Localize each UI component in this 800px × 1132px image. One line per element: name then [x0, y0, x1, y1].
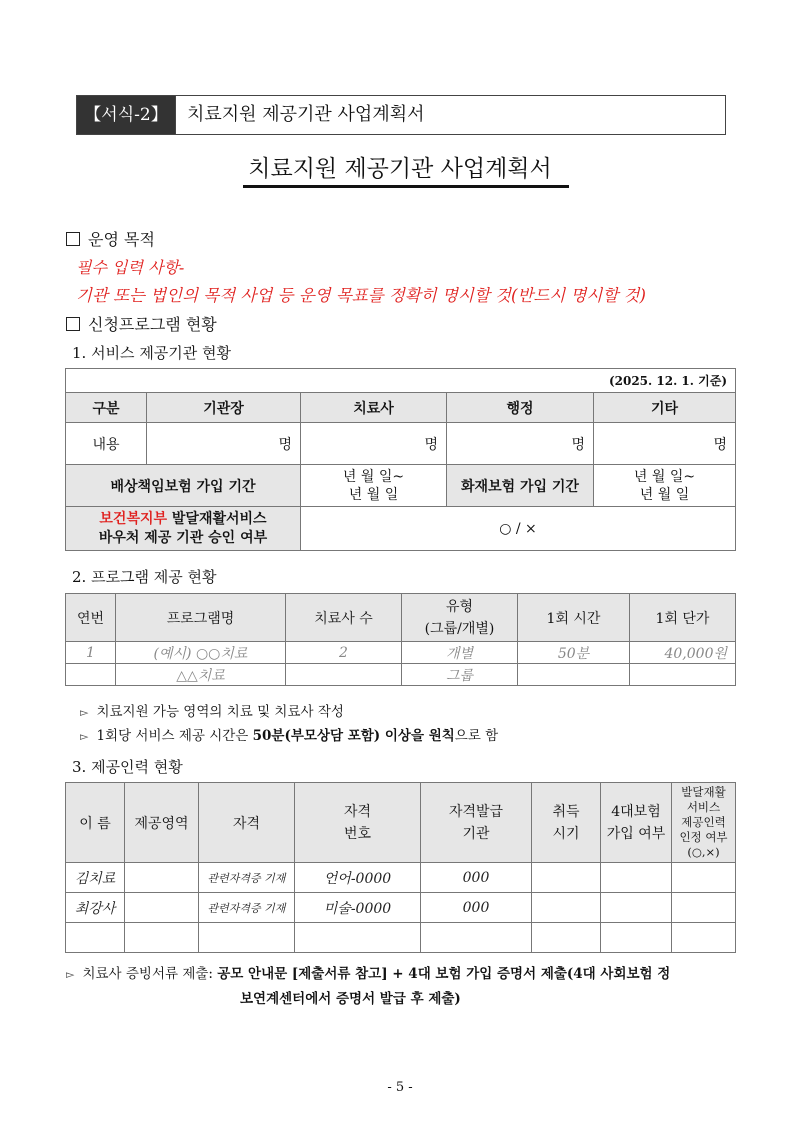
- page-number: - 5 -: [387, 1080, 413, 1095]
- page-title: 치료지원 제공기관 사업계획서: [248, 156, 552, 182]
- col-recognition: 발달재활 서비스 제공인력 인정 여부 (○,×): [672, 783, 736, 863]
- col-other: 기타: [594, 393, 736, 423]
- liability-insurance-label: 배상책임보험 가입 기간: [66, 465, 301, 507]
- staff-status-table: [65, 782, 736, 953]
- table-row: 김치료 관련자격증 기재 언어-0000 000: [66, 863, 736, 893]
- form-header-box: [76, 95, 726, 135]
- required-note: 필수 입력 사항-: [76, 258, 185, 277]
- table-row: [66, 923, 736, 953]
- col-insurance: 4대보험 가입 여부: [601, 783, 672, 863]
- table-row: 최강사 관련자격증 기재 미술-0000 000: [66, 893, 736, 923]
- col-session-price: 1회 단가: [630, 594, 736, 642]
- triangle-bullet-icon: ▻: [80, 706, 89, 719]
- col-qualification: 자격: [199, 783, 295, 863]
- header-divider: [175, 96, 180, 134]
- form-tag: 【서식-2】: [77, 96, 175, 134]
- liability-insurance-period[interactable]: 년 월 일~ 년 월 일: [301, 465, 447, 507]
- evidence-note: ▻ 치료사 증빙서류 제출: 공모 안내문 [제출서류 참고] + 4대 보험 가입 증명서 제출(4대 사회보험 정 보연계센터에서 증명서 발급 후 제출): [66, 962, 742, 1011]
- table3-heading: 3. 제공인력 현황: [72, 758, 183, 776]
- table1-heading: 1. 서비스 제공기관 현황: [72, 344, 232, 362]
- table2-heading: 2. 프로그램 제공 현황: [72, 568, 217, 586]
- date-note: (2025. 12. 1. 기준): [66, 369, 736, 393]
- therapist-count[interactable]: 명: [301, 423, 447, 465]
- director-count[interactable]: 명: [147, 423, 301, 465]
- purpose-instruction: 기관 또는 법인의 목적 사업 등 운영 목표를 정확히 명시할 것(반드시 명시할 것): [76, 286, 646, 305]
- col-director: 기관장: [147, 393, 301, 423]
- col-category: 구분: [66, 393, 147, 423]
- section-program-heading: 신청프로그램 현황: [66, 312, 217, 335]
- col-no: 연번: [66, 594, 116, 642]
- program-note-2: ▻ 1회당 서비스 제공 시간은 50분(부모상담 포함) 이상을 원칙으로 함: [80, 728, 499, 744]
- other-count[interactable]: 명: [594, 423, 736, 465]
- admin-count[interactable]: 명: [447, 423, 594, 465]
- fire-insurance-label: 화재보험 가입 기간: [447, 465, 594, 507]
- checkbox-icon: [66, 317, 80, 331]
- program-status-table: [65, 593, 736, 686]
- row-label-content: 내용: [66, 423, 147, 465]
- col-name: 이 름: [66, 783, 125, 863]
- program-note-1: ▻ 치료지원 가능 영역의 치료 및 치료사 작성: [80, 704, 344, 720]
- table-row: △△치료 그룹: [66, 664, 736, 686]
- triangle-bullet-icon: ▻: [80, 730, 89, 743]
- triangle-bullet-icon: ▻: [66, 968, 75, 981]
- header-title: 치료지원 제공기관 사업계획서: [187, 104, 425, 125]
- checkbox-icon: [66, 232, 80, 246]
- col-issuer: 자격발급 기관: [421, 783, 532, 863]
- table-row: 1 (예시) ○○치료 2 개별 50분 40,000원: [66, 642, 736, 664]
- col-type: 유형 (그룹/개별): [402, 594, 518, 642]
- col-therapist-count: 치료사 수: [286, 594, 402, 642]
- col-therapist: 치료사: [301, 393, 447, 423]
- provider-status-table: [65, 368, 736, 551]
- voucher-approval-label: 보건복지부 발달재활서비스 바우처 제공 기관 승인 여부: [66, 507, 301, 551]
- col-qual-number: 자격 번호: [295, 783, 421, 863]
- col-acquired: 취득 시기: [532, 783, 601, 863]
- col-admin: 행정: [447, 393, 594, 423]
- col-area: 제공영역: [125, 783, 199, 863]
- section-purpose-heading: 운영 목적: [66, 227, 155, 250]
- title-underline: [243, 185, 569, 188]
- col-program-name: 프로그램명: [116, 594, 286, 642]
- voucher-approval-value[interactable]: ○ / ×: [301, 507, 736, 551]
- col-session-time: 1회 시간: [518, 594, 630, 642]
- fire-insurance-period[interactable]: 년 월 일~ 년 월 일: [594, 465, 736, 507]
